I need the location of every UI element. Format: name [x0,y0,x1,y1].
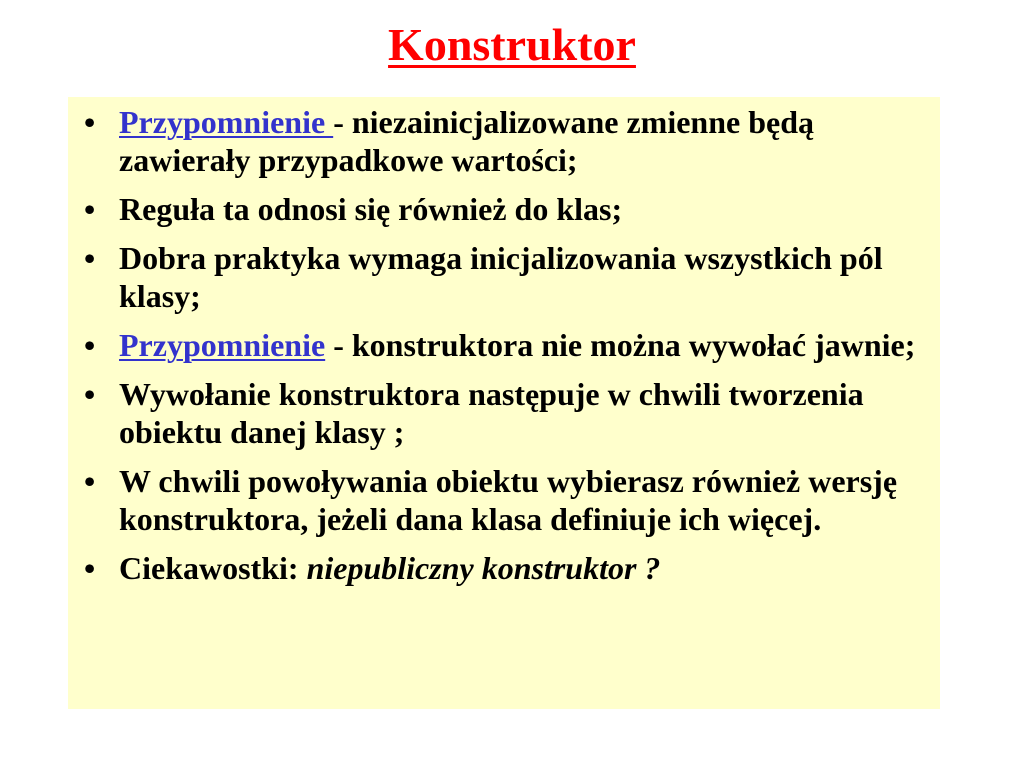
bullet-item [68,375,940,451]
bullet-item [68,326,940,364]
bullet-item [68,239,940,315]
bullet-icon: • [84,550,96,586]
bullet-icon: • [84,191,96,227]
bullet-icon: • [84,463,96,499]
reminder-link[interactable]: Przypomnienie [119,104,334,140]
bullet-item [68,549,940,587]
bullet-text: Wywołanie konstruktora następuje w chwili tworzenia obiektu danej klasy ; [119,376,864,450]
bullet-list [68,103,940,598]
bullet-item [68,103,940,179]
bullet-text: - konstruktora nie można wywołać jawnie; [325,327,916,363]
bullet-italic-text: niepubliczny konstruktor ? [306,550,661,586]
slide-title: Konstruktor [388,19,636,70]
bullet-item [68,462,940,538]
bullet-icon: • [84,240,96,276]
bullet-item [68,190,940,228]
bullet-text: W chwili powoływania obiektu wybierasz również wersję konstruktora, jeżeli dana klasa definiuje ich więcej. [119,463,898,537]
bullet-icon: • [84,104,96,140]
bullet-text: Dobra praktyka wymaga inicjalizowania wszystkich pól klasy; [119,240,883,314]
bullet-icon: • [84,376,96,412]
bullet-icon: • [84,327,96,363]
bullet-text: Ciekawostki: [119,550,307,586]
bullet-text: Reguła ta odnosi się również do klas; [119,191,623,227]
content-panel [68,97,940,709]
bullet-text: - niezainicjalizowane zmienne będą zawierały przypadkowe wartości; [119,104,815,178]
reminder-link[interactable]: Przypomnienie [119,327,326,363]
